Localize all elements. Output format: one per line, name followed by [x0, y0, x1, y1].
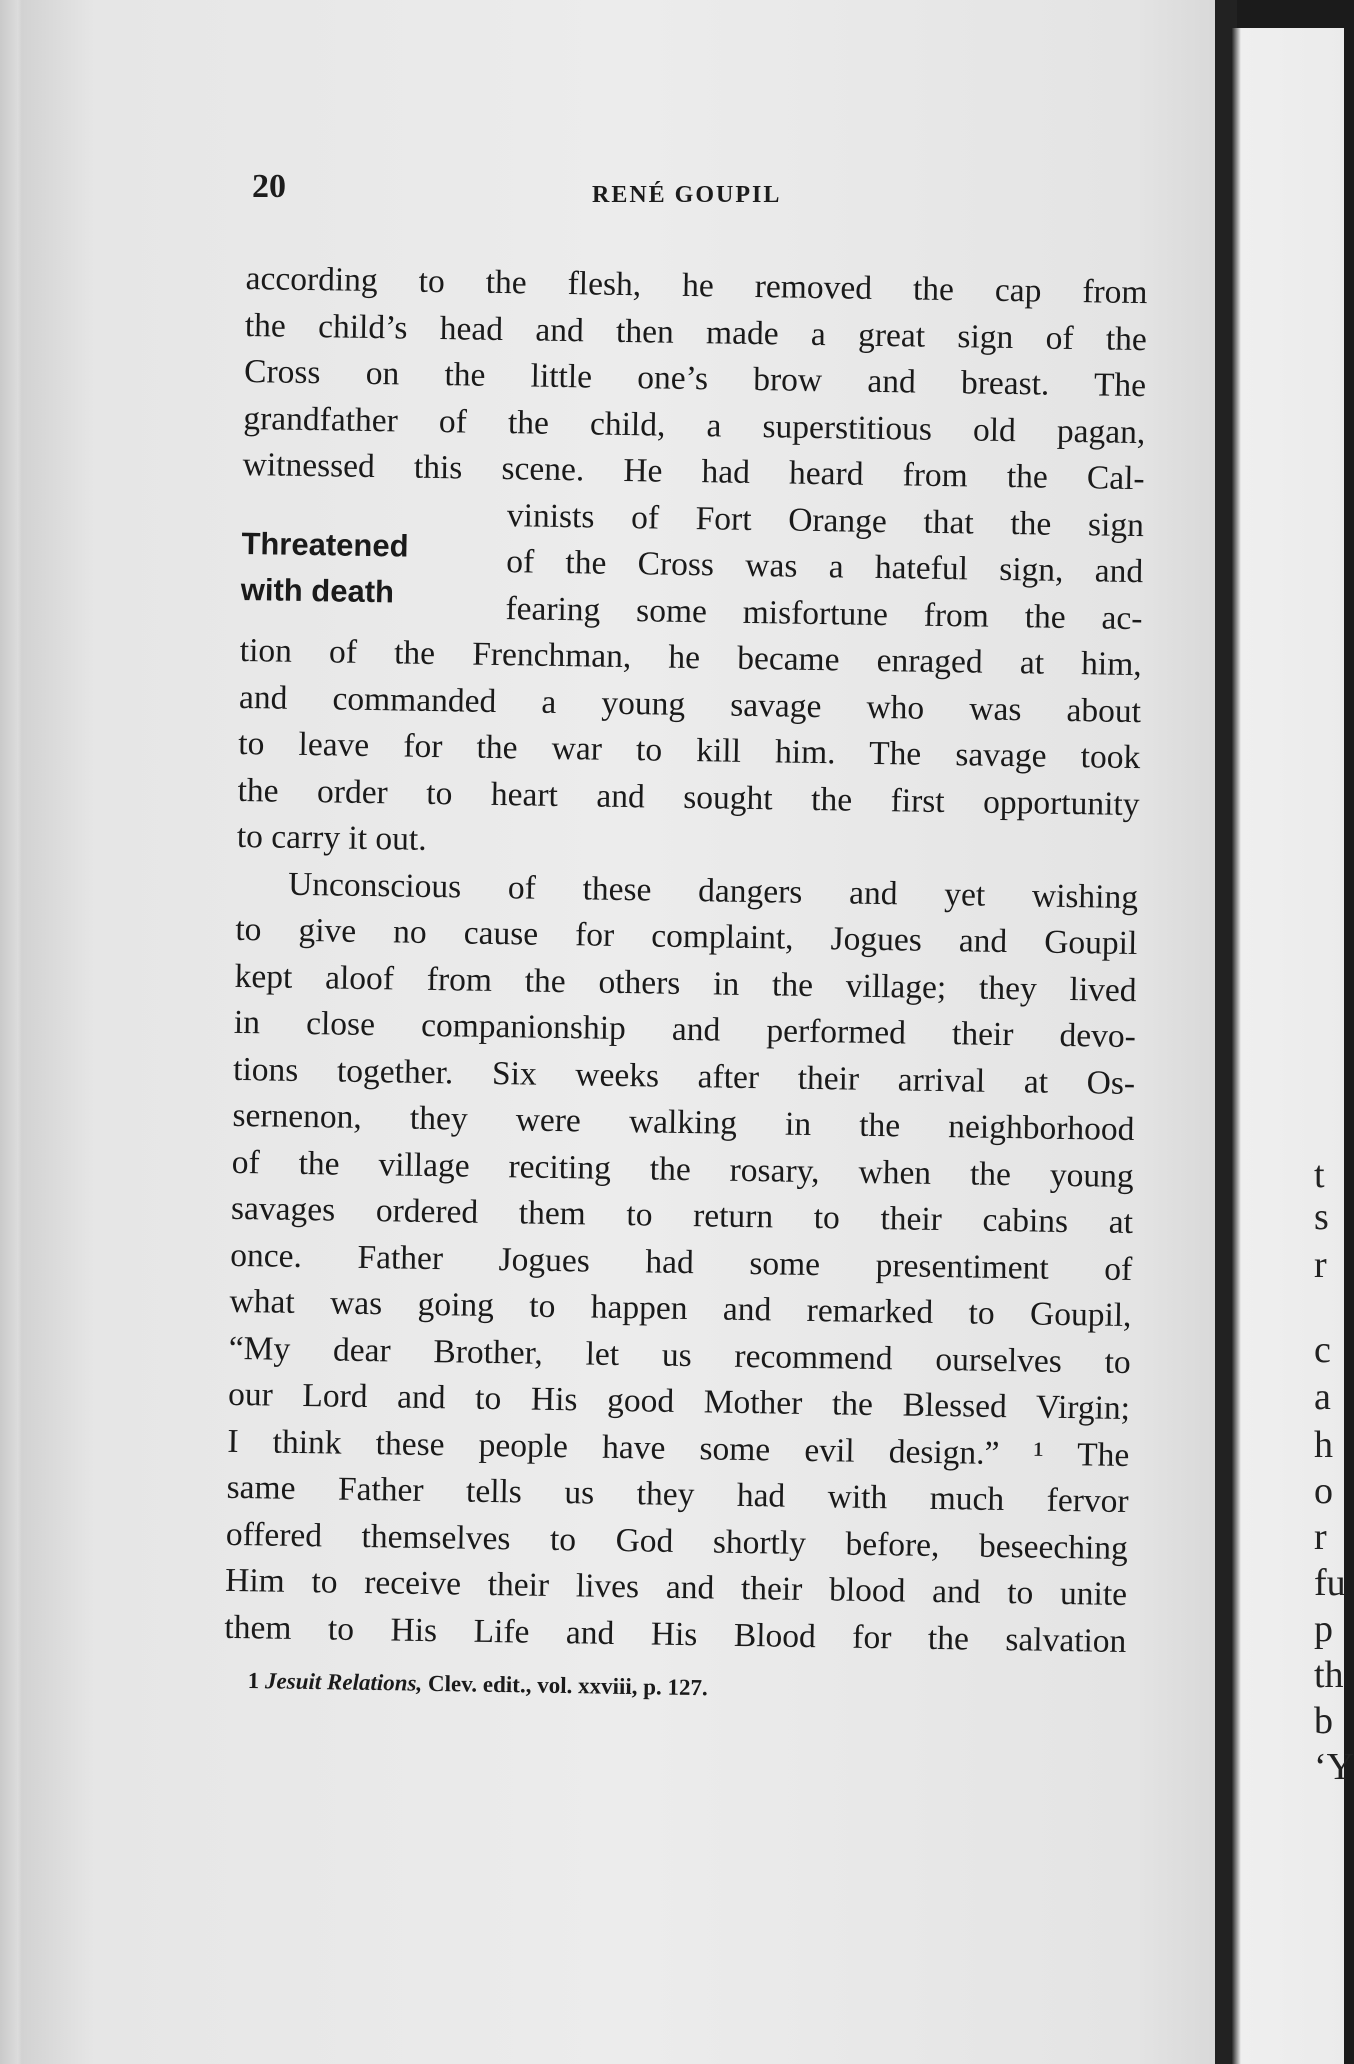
- facing-page-fragment: t: [1314, 1154, 1325, 1196]
- running-head: RENÉ GOUPIL: [592, 182, 782, 208]
- text-line: the order to heart and sought the first opportunity: [237, 771, 1140, 823]
- text-line: tion of the Frenchman, he became enraged at him,: [239, 631, 1142, 684]
- text-line: in close companionship and performed their devo-: [233, 1003, 1137, 1056]
- text-line: grandfather of the child, a superstitious old pagan,: [243, 399, 1146, 451]
- footnote-title: Jesuit Relations,: [264, 1668, 423, 1696]
- margin-note-line: Threatened: [241, 525, 409, 564]
- text-line: to give no cause for complaint, Jogues and Goupil: [235, 910, 1138, 963]
- body-text: [224, 256, 1148, 1665]
- facing-page-fragment: r: [1314, 1516, 1327, 1558]
- margin-note: [240, 521, 461, 616]
- facing-page-fragment: o: [1314, 1470, 1333, 1512]
- facing-page-fragment: th: [1314, 1654, 1344, 1696]
- facing-page-fragment: h: [1314, 1424, 1333, 1466]
- footnote-marker: 1: [247, 1668, 260, 1694]
- text-line: savages ordered them to return to their cabins at: [230, 1189, 1134, 1242]
- text-line: tions together. Six weeks after their arrival at Os-: [232, 1050, 1136, 1102]
- text-line: of the village reciting the rosary, when the young: [231, 1143, 1134, 1195]
- facing-page-fragment: s: [1314, 1196, 1329, 1238]
- facing-page-fragment: p: [1314, 1608, 1333, 1650]
- margin-note-line: with death: [240, 571, 395, 610]
- page-number: 20: [252, 168, 286, 205]
- text-line: fearing some misfortune from the ac-: [505, 589, 1143, 637]
- text-line: once. Father Jogues had some presentiment of: [230, 1236, 1133, 1288]
- text-line: Cross on the little one’s brow and breast. The: [243, 352, 1147, 405]
- text-line: witnessed this scene. He had heard from the Cal-: [242, 445, 1145, 498]
- text-line: what was going to happen and remarked to Goupil,: [229, 1282, 1132, 1335]
- text-line: Unconscious of these dangers and yet wishing: [287, 865, 1139, 916]
- text-line: according to the flesh, he removed the cap from: [245, 259, 1148, 312]
- text-line: to leave for the war to kill him. The savage took: [238, 724, 1141, 777]
- facing-page-fragment: b: [1314, 1700, 1333, 1742]
- page-header: [252, 168, 1178, 218]
- text-line: Him to receive their lives and their blood and to unite: [224, 1561, 1128, 1614]
- text-line: kept aloof from the others in the village; they lived: [234, 957, 1137, 1009]
- facing-page-text-fragments: [1314, 0, 1354, 2064]
- facing-page-fragment: r: [1314, 1244, 1327, 1286]
- facing-page-fragment: ‘Y: [1314, 1746, 1354, 1788]
- text-line: sernenon, they were walking in the neighborhood: [232, 1096, 1135, 1149]
- text-line: of the Cross was a hateful sign, and: [505, 543, 1144, 591]
- text-line: “My dear Brother, let us recommend ourselves to: [228, 1329, 1132, 1381]
- text-line: vinists of Fort Orange that the sign: [506, 496, 1145, 544]
- text-line: offered themselves to God shortly before, beseeching: [225, 1515, 1129, 1567]
- text-line: the child’s head and then made a great sign of the: [244, 306, 1148, 358]
- facing-page-fragment: a: [1314, 1376, 1331, 1418]
- text-line: I think these people have some evil design.” ¹ The: [227, 1422, 1130, 1474]
- text-line: to carry it out.: [236, 817, 427, 858]
- text-line: our Lord and to His good Mother the Blessed Virgin;: [227, 1375, 1131, 1428]
- facing-page-fragment: fu: [1314, 1562, 1346, 1604]
- footnote-citation: Clev. edit., vol. xxviii, p. 127.: [427, 1670, 708, 1701]
- facing-page-fragment: c: [1314, 1329, 1331, 1371]
- text-line: and commanded a young savage who was about: [238, 678, 1142, 730]
- text-line: same Father tells us they had with much fervor: [226, 1468, 1129, 1521]
- text-line: them to His Life and His Blood for the salvation: [224, 1608, 1127, 1660]
